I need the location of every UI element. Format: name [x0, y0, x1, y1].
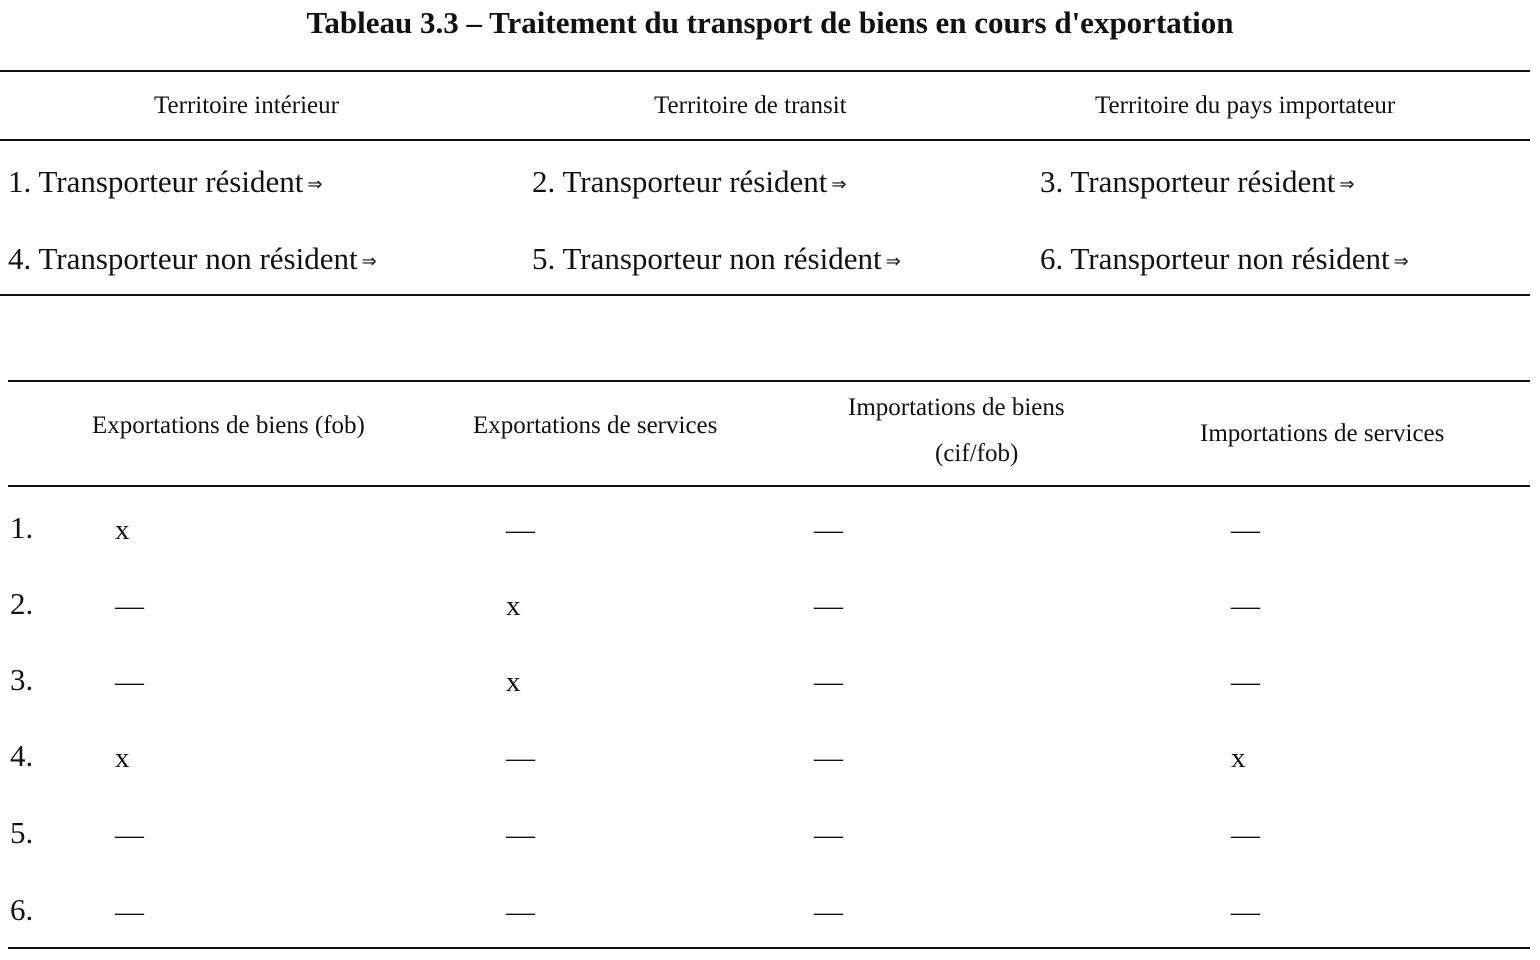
- table1-cell-text: 2. Transporteur résident: [532, 164, 828, 199]
- table2-cell: —: [814, 742, 843, 774]
- table1-header-importer: Territoire du pays importateur: [1095, 92, 1396, 119]
- table1-header-rule: [0, 139, 1530, 141]
- table2-row-number: 3.: [10, 662, 34, 697]
- table2-cell: —: [115, 666, 144, 698]
- table2-header-exports-goods: Exportations de biens (fob): [92, 412, 365, 439]
- table2-cell: —: [1231, 514, 1260, 546]
- table2-cell: —: [506, 896, 535, 928]
- table2-cell: x: [506, 666, 521, 698]
- right-double-arrow-icon: ⇒: [361, 251, 377, 272]
- right-double-arrow-icon: ⇒: [307, 174, 323, 195]
- table2-row-number: 5.: [10, 815, 34, 850]
- table2-row-number: 4.: [10, 738, 34, 773]
- table1-cell-text: 5. Transporteur non résident: [532, 241, 882, 276]
- table1-cell: [8, 162, 322, 207]
- table2-cell: —: [1231, 590, 1260, 622]
- table2-bottom-rule: [8, 947, 1530, 949]
- table2-row-number: 6.: [10, 892, 34, 927]
- table1-cell-text: 4. Transporteur non résident: [8, 241, 358, 276]
- table2-cell: —: [814, 896, 843, 928]
- table1-cell-text: 6. Transporteur non résident: [1040, 241, 1390, 276]
- table2-cell: x: [1231, 742, 1246, 774]
- table2-cell: —: [506, 819, 535, 851]
- table2-header-exports-services: Exportations de services: [473, 412, 718, 439]
- table-title: Tableau 3.3 – Traitement du transport de biens en cours d'exportation: [306, 5, 1234, 40]
- table1-cell: [532, 239, 901, 284]
- table2-cell: —: [814, 590, 843, 622]
- table2-header-imports-goods-sub: (cif/fob): [935, 440, 1019, 467]
- table2-row-number: 1.: [10, 510, 34, 545]
- table2-header-rule: [8, 485, 1530, 487]
- table2-cell: —: [814, 666, 843, 698]
- table1-cell: [8, 239, 377, 284]
- table1-cell-text: 1. Transporteur résident: [8, 164, 304, 199]
- table2-header-imports-services: Importations de services: [1200, 420, 1445, 447]
- table2-cell: —: [115, 896, 144, 928]
- right-double-arrow-icon: ⇒: [885, 251, 901, 272]
- right-double-arrow-icon: ⇒: [1393, 251, 1409, 272]
- right-double-arrow-icon: ⇒: [1339, 174, 1355, 195]
- table2-cell: x: [115, 514, 130, 546]
- table2-cell: x: [506, 590, 521, 622]
- table1-header-domestic: Territoire intérieur: [154, 92, 339, 119]
- table2-cell: —: [1231, 666, 1260, 698]
- table2-cell: —: [814, 514, 843, 546]
- table2-cell: —: [115, 590, 144, 622]
- table1-cell-text: 3. Transporteur résident: [1040, 164, 1336, 199]
- table2-cell: x: [115, 742, 130, 774]
- table1-top-rule: [0, 70, 1530, 72]
- table1-header-transit: Territoire de transit: [654, 92, 847, 119]
- table2-cell: —: [115, 819, 144, 851]
- table2-row-number: 2.: [10, 586, 34, 621]
- table2-cell: —: [506, 514, 535, 546]
- table1-bottom-rule: [0, 294, 1530, 296]
- right-double-arrow-icon: ⇒: [831, 174, 847, 195]
- table2-cell: —: [1231, 819, 1260, 851]
- table2-cell: —: [506, 742, 535, 774]
- table2-top-rule: [8, 380, 1530, 382]
- table1-cell: [1040, 162, 1354, 207]
- table1-cell: [1040, 239, 1409, 284]
- table1-cell: [532, 162, 846, 207]
- table2-cell: —: [1231, 896, 1260, 928]
- table2-header-imports-goods: Importations de biens: [848, 394, 1065, 421]
- table2-cell: —: [814, 819, 843, 851]
